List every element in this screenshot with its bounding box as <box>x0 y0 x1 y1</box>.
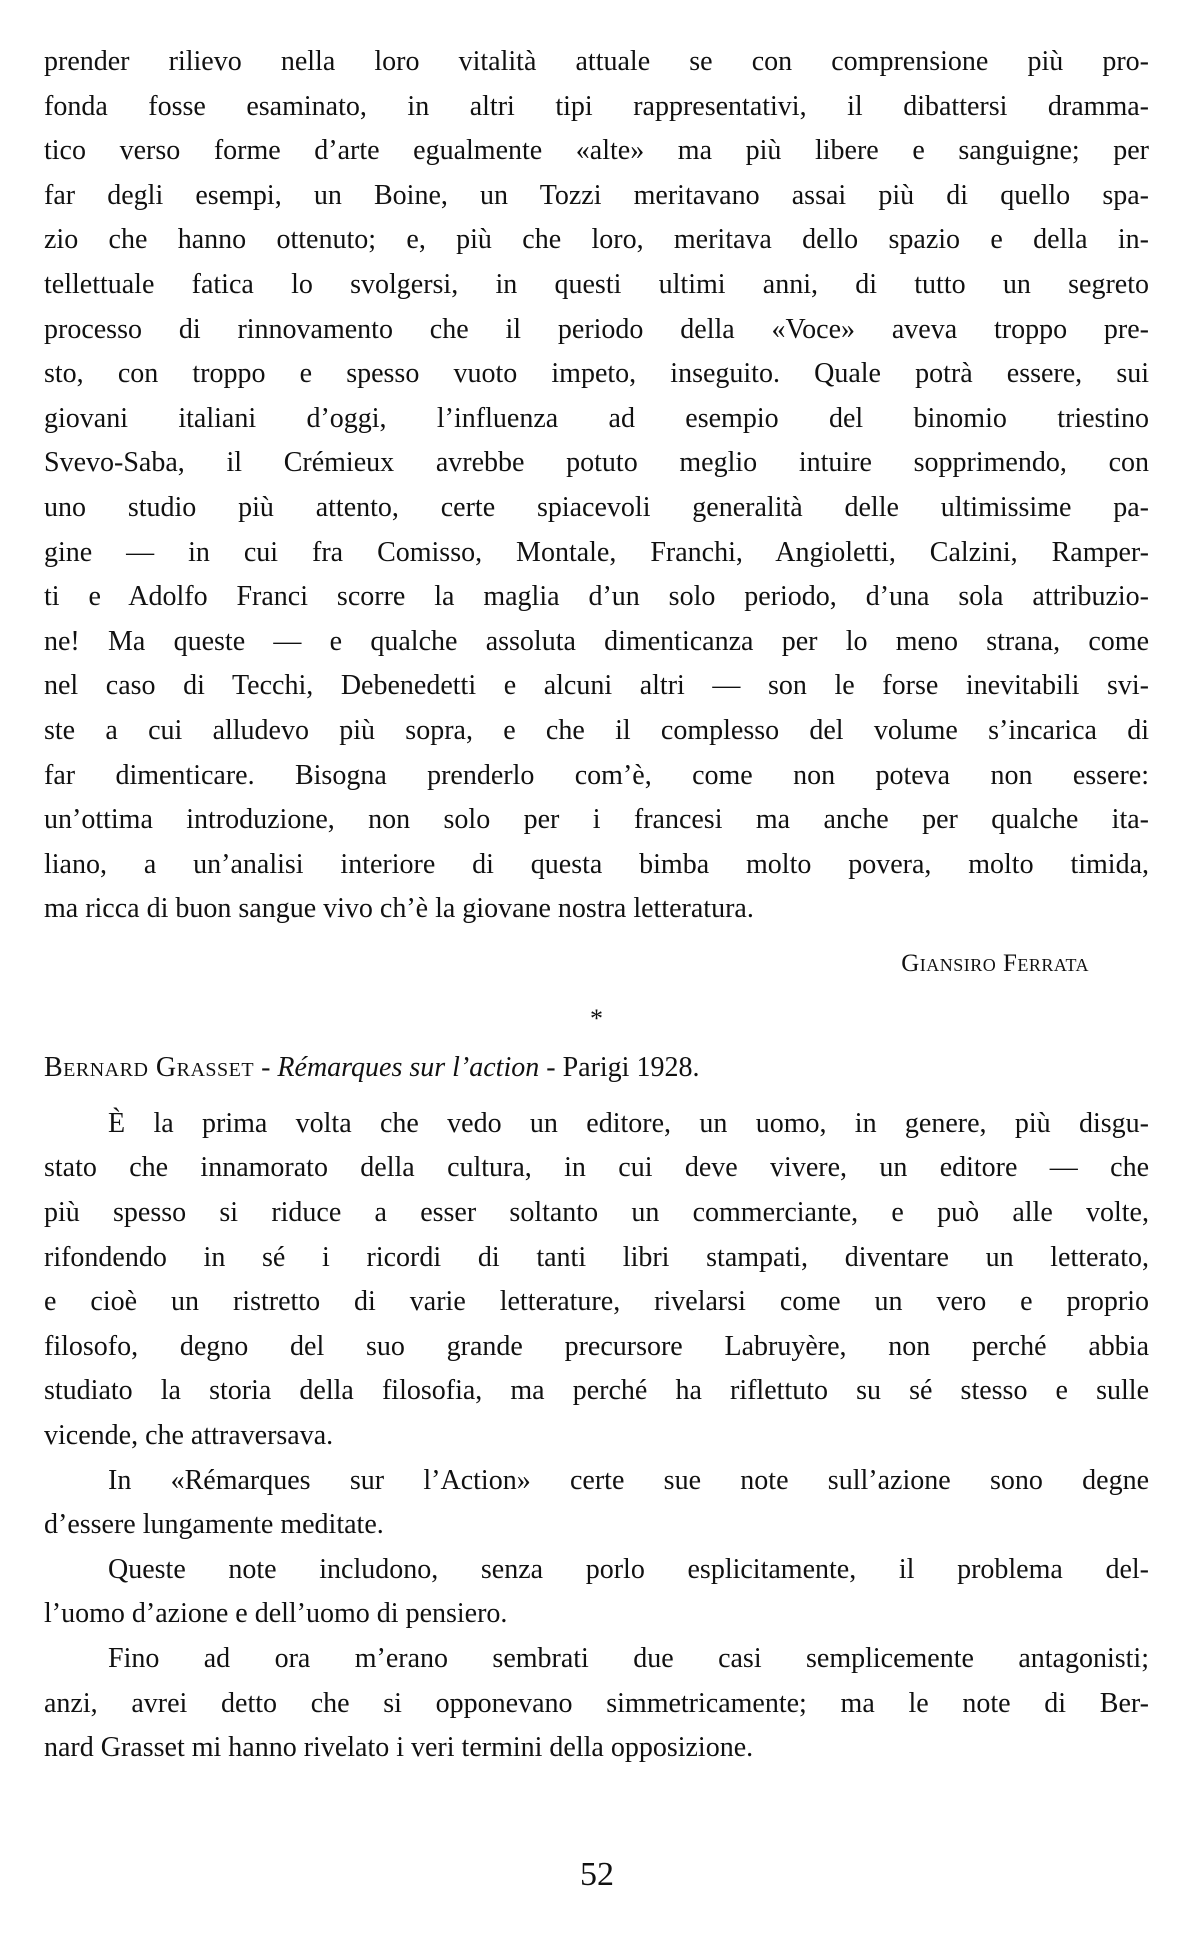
text-line: studiato la storia della filosofia, ma perché ha riflettuto su sé stesso e sulle <box>44 1375 1149 1407</box>
text-line: gine — in cui fra Comisso, Montale, Franchi, Angioletti, Calzini, Ramper- <box>44 536 1149 568</box>
text-line: processo di rinnovamento che il periodo della «Voce» aveva troppo pre- <box>44 313 1149 345</box>
text-line: giovani italiani d’oggi, l’influenza ad esempio del binomio triestino <box>44 402 1149 434</box>
text-line: far degli esempi, un Boine, un Tozzi meritavano assai più di quello spa- <box>44 179 1149 211</box>
text-line: filosofo, degno del suo grande precursore Labruyère, non perché abbia <box>44 1330 1149 1362</box>
text-line: anzi, avrei detto che si opponevano simmetricamente; ma le note di Ber- <box>44 1687 1149 1719</box>
article-closing-paragraph <box>44 40 1149 932</box>
text-line: stato che innamorato della cultura, in cui deve vivere, un editore — che <box>44 1152 1149 1184</box>
text-line: zio che hanno ottenuto; e, più che loro, meritava dello spazio e della in- <box>44 224 1149 256</box>
text-line: ne! Ma queste — e qualche assoluta dimenticanza per lo meno strana, come <box>44 625 1149 657</box>
text-line: un’ottima introduzione, non solo per i francesi ma anche per qualche ita- <box>44 804 1149 836</box>
text-line: nel caso di Tecchi, Debenedetti e alcuni altri — son le forse inevitabili svi- <box>44 670 1149 702</box>
text-line: sto, con troppo e spesso vuoto impeto, inseguito. Quale potrà essere, sui <box>44 358 1149 390</box>
text-line: più spesso si riduce a esser soltanto un commerciante, e può alle volte, <box>44 1197 1149 1229</box>
text-line: prender rilievo nella loro vitalità attuale se con comprensione più pro- <box>44 46 1149 77</box>
text-line: È la prima volta che vedo un editore, un uomo, in genere, più disgu- <box>108 1107 1149 1139</box>
review-book-author: Bernard Grasset <box>44 1051 255 1083</box>
text-line: Fino ad ora m’erano sembrati due casi semplicemente antagonisti; <box>108 1643 1149 1674</box>
text-line: Queste note includono, senza porlo esplicitamente, il problema del- <box>108 1553 1149 1585</box>
review-heading <box>44 1046 1149 1090</box>
review-book-place-year: Parigi 1928. <box>562 1051 700 1083</box>
review-heading-separator: - <box>254 1051 278 1083</box>
text-line: ti e Adolfo Franci scorre la maglia d’un solo periodo, d’una sola attribuzio- <box>44 581 1149 613</box>
section-divider-asterisk: * <box>590 1003 603 1033</box>
text-line: fonda fosse esaminato, in altri tipi rappresentativi, il dibattersi dramma- <box>44 90 1149 122</box>
text-line: nard Grasset mi hanno rivelato i veri termini della opposizione. <box>44 1732 754 1764</box>
page-number: 52 <box>580 1856 614 1893</box>
text-line: In «Rémarques sur l’Action» certe sue note sull’azione sono degne <box>108 1464 1149 1496</box>
review-book-title: Rémarques sur l’action <box>277 1051 540 1083</box>
text-line: l’uomo d’azione e dell’uomo di pensiero. <box>44 1598 508 1630</box>
text-line: e cioè un ristretto di varie letterature, rivelarsi come un vero e proprio <box>44 1286 1149 1318</box>
text-line: uno studio più attento, certe spiacevoli generalità delle ultimissime pa- <box>44 491 1149 523</box>
author-signature: Giansiro Ferrata <box>901 949 1089 977</box>
text-line: rifondendo in sé i ricordi di tanti libri stampati, diventare un letterato, <box>44 1241 1149 1273</box>
text-line: ma ricca di buon sangue vivo ch’è la giovane nostra letteratura. <box>44 893 754 925</box>
text-line: ste a cui alludevo più sopra, e che il complesso del volume s’incarica di <box>44 714 1149 746</box>
text-line: tico verso forme d’arte egualmente «alte» ma più libere e sanguigne; per <box>44 135 1149 167</box>
review-paragraph-1 <box>44 1102 1149 1459</box>
review-paragraph-4 <box>44 1637 1149 1771</box>
text-line: d’essere lungamente meditate. <box>44 1509 384 1541</box>
text-line: vicende, che attraversava. <box>44 1420 334 1452</box>
review-paragraph-3 <box>44 1548 1149 1637</box>
text-line: tellettuale fatica lo svolgersi, in questi ultimi anni, di tutto un segreto <box>44 268 1149 300</box>
text-line: Svevo-Saba, il Crémieux avrebbe potuto meglio intuire sopprimendo, con <box>44 447 1149 479</box>
page-body <box>44 40 1149 1771</box>
text-line: liano, a un’analisi interiore di questa bimba molto povera, molto timida, <box>44 848 1149 880</box>
review-paragraph-2 <box>44 1459 1149 1548</box>
text-line: far dimenticare. Bisogna prenderlo com’è, come non poteva non essere: <box>44 759 1149 791</box>
review-heading-separator: - <box>539 1051 563 1083</box>
